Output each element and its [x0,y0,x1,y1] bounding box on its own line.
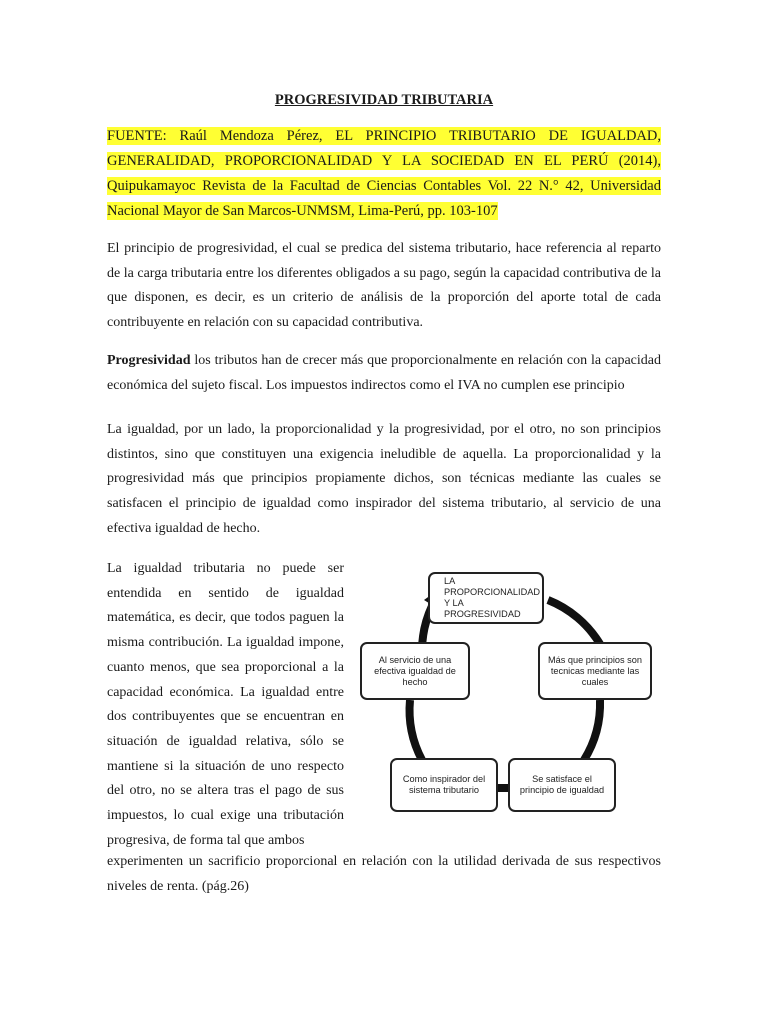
cycle-box-tecnicas-text: Más que principios son tecnicas mediante las cuales [548,654,642,687]
cycle-box-tecnicas [538,642,652,700]
paragraph-2-text: los tributos han de crecer más que proporcionalmente en relación con la capacidad económica del sujeto fiscal. Los impuestos indirectos como el IVA no cumplen ese principio [107,353,661,393]
paragraph-2 [107,349,661,398]
cycle-box-satisface [508,758,616,812]
cycle-diagram [360,562,660,820]
paragraph-1: El principio de progresividad, el cual se predica del sistema tributario, hace referencia al reparto de la carga tributaria entre los diferentes obligados a su pago, según la capacidad contributiva de la que disponen, es decir, es un criterio de análisis de la proporción del aporte total de cada contribuyente en relación con su capacidad contributiva. [107,241,661,331]
cycle-box-proporcionalidad-line3: Y LA PROGRESIVIDAD [444,598,521,619]
source-highlight: FUENTE: Raúl Mendoza Pérez, EL PRINCIPIO TRIBUTARIO DE IGUALDAD, GENERALIDAD, PROPORCIONALIDAD Y LA SOCIEDAD EN EL PERÚ (2014), Quipukamayoc Revista de la Facultad de Ciencias Contables Vol. 22 N.° 42, Universidad Nacional Mayor de San Marcos-UNMSM, Lima-Perú, pp. 103-107 [107,128,661,219]
cycle-box-inspirador-text: Como inspirador del sistema tributario [402,774,486,795]
cycle-box-servicio-text: Al servicio de una efectiva igualdad de hecho [374,654,456,687]
paragraph-5: experimenten un sacrificio proporcional en relación con la utilidad derivada de sus respectivos niveles de renta. (pág.26) [107,854,661,894]
cycle-box-servicio [360,642,470,700]
cycle-ring-arc-top-right [548,600,600,644]
paragraph-2-lead: Progresividad [107,353,191,368]
cycle-box-proporcionalidad-line1: LA [444,576,456,586]
document-title: PROGRESIVIDAD TRIBUTARIA [274,92,494,108]
cycle-ring-arc-left [410,700,422,760]
source-citation [107,124,661,224]
paragraph-4: La igualdad tributaria no puede ser entendida en sentido de igualdad matemática, es decir, que todos paguen la misma contribución. La igualdad impone, cuanto menos, que sea proporcional a la capacidad económica. La igualdad entre dos contribuyentes que se encuentran en situación de igualdad relativa, sólo se mantiene si la situación de uno respecto del otro, no se altera tras el pago de sus impuestos, lo cual exige una tributación progresiva, de forma tal que ambos [107,561,344,848]
paragraph-3: La igualdad, por un lado, la proporcionalidad y la progresividad, por el otro, no son principios distintos, sino que constituyen una exigencia ineludible de aquella. La proporcionalidad y la progresividad más que principios propiamente dichos, son técnicas mediante las cuales se satisfacen el principio de igualdad como inspirador del sistema tributario, al servicio de una efectiva igualdad de hecho. [107,422,661,536]
cycle-box-proporcionalidad-line2: PROPORCIONALIDAD [444,587,540,597]
cycle-box-proporcionalidad [428,572,544,624]
cycle-ring-arc-right [584,700,600,760]
cycle-box-satisface-text: Se satisface el principio de igualdad [519,774,605,795]
cycle-box-inspirador [390,758,498,812]
